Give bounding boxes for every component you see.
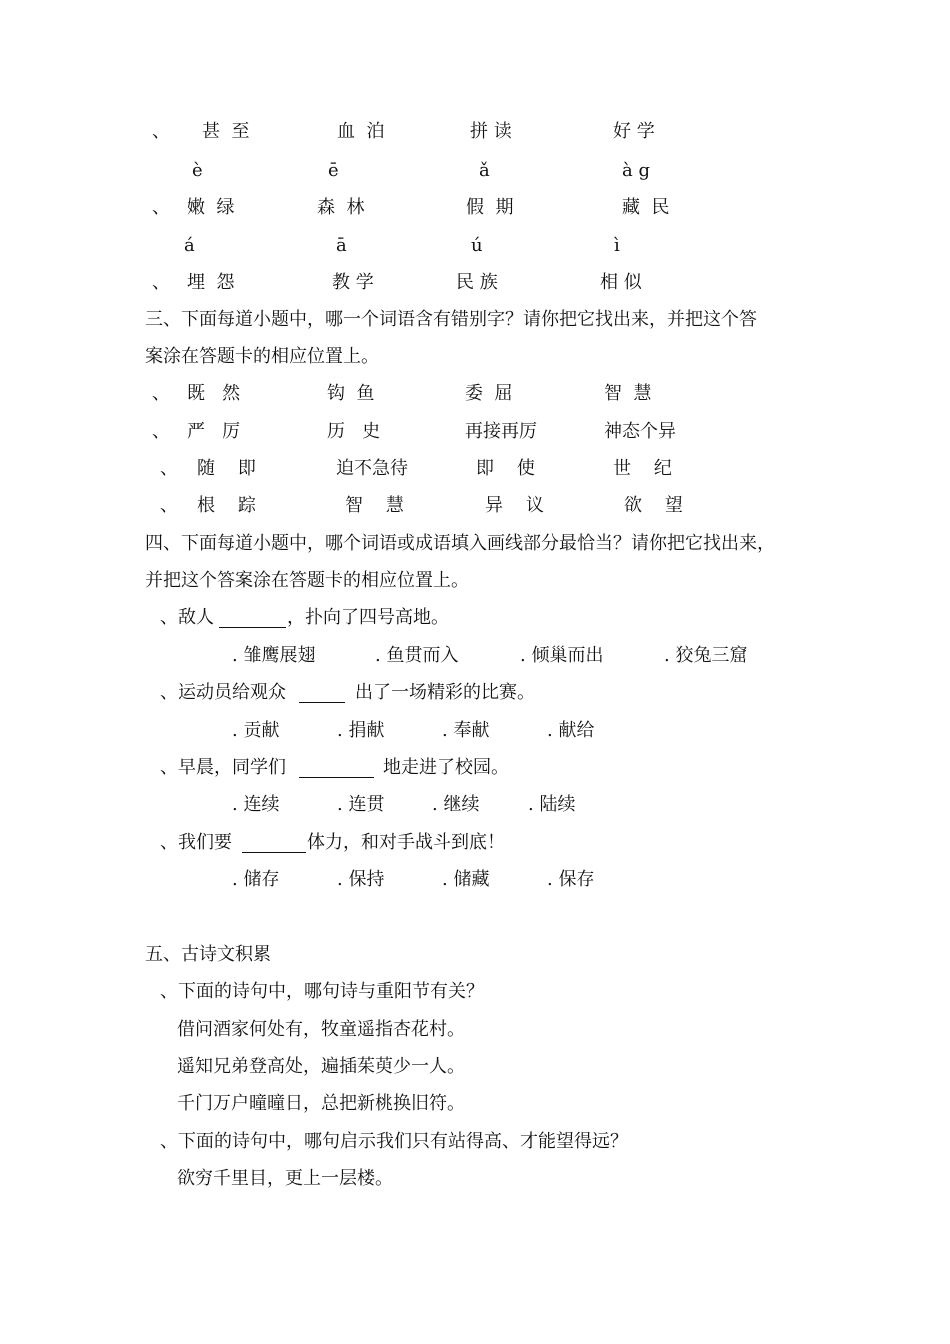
word: 拼 读 bbox=[470, 121, 512, 142]
word: 历 史 bbox=[327, 421, 381, 442]
word: 教 学 bbox=[332, 272, 374, 293]
option: . 奉献 bbox=[442, 720, 490, 741]
word: 血 泊 bbox=[337, 121, 385, 142]
section-heading: 三、下面每道小题中，哪一个词语含有错别字？请你把它找出来，并把这个答 bbox=[145, 309, 757, 330]
pinyin: ā bbox=[336, 235, 347, 256]
row-mark: 、 bbox=[160, 495, 178, 516]
word: 嫩 绿 bbox=[187, 197, 235, 218]
option: . 捐献 bbox=[337, 720, 385, 741]
option: . 陆续 bbox=[528, 794, 576, 815]
answer-blank bbox=[299, 702, 345, 703]
pinyin: è bbox=[192, 160, 203, 181]
word: 委 屈 bbox=[465, 383, 513, 404]
pinyin: ú bbox=[471, 235, 483, 256]
word: 埋 怨 bbox=[187, 272, 235, 293]
question-text: 、下面的诗句中，哪句诗与重阳节有关？ bbox=[160, 981, 484, 1002]
row-mark: 、 bbox=[160, 458, 178, 479]
word: 森 林 bbox=[317, 197, 365, 218]
option: . 贡献 bbox=[232, 720, 280, 741]
pinyin: ǎ bbox=[479, 160, 490, 181]
word: 严 厉 bbox=[187, 421, 241, 442]
option: . 保存 bbox=[547, 869, 595, 890]
section-heading-cont: 案涂在答题卡的相应位置上。 bbox=[145, 346, 379, 367]
section-heading: 五、古诗文积累 bbox=[145, 944, 271, 965]
option: . 鱼贯而入 bbox=[375, 645, 459, 666]
option: . 狡兔三窟 bbox=[664, 645, 748, 666]
word: 欲 望 bbox=[624, 495, 683, 516]
row-mark: 、 bbox=[152, 197, 170, 218]
question-text: 体力，和对手战斗到底！ bbox=[307, 832, 505, 853]
poem-option: 借问酒家何处有，牧童遥指杏花村。 bbox=[177, 1019, 465, 1040]
word: 既 然 bbox=[187, 383, 241, 404]
word: 迫不急待 bbox=[336, 458, 408, 479]
question-text: ，扑向了四号高地。 bbox=[287, 607, 449, 628]
word: 神态个异 bbox=[604, 421, 676, 442]
option: . 雏鹰展翅 bbox=[232, 645, 316, 666]
section-heading-cont: 并把这个答案涂在答题卡的相应位置上。 bbox=[145, 570, 469, 591]
question-text: 、我们要 bbox=[160, 832, 232, 853]
option: . 倾巢而出 bbox=[520, 645, 604, 666]
option: . 储存 bbox=[232, 869, 280, 890]
word: 再接再厉 bbox=[465, 421, 537, 442]
row-mark: 、 bbox=[152, 383, 170, 404]
option: . 连续 bbox=[232, 794, 280, 815]
option: . 献给 bbox=[547, 720, 595, 741]
question-text: 、下面的诗句中，哪句启示我们只有站得高、才能望得远？ bbox=[160, 1131, 628, 1152]
word: 随 即 bbox=[197, 458, 256, 479]
pinyin: ì bbox=[614, 235, 620, 256]
poem-option: 遥知兄弟登高处，遍插茱萸少一人。 bbox=[177, 1056, 465, 1077]
word: 相 似 bbox=[600, 272, 642, 293]
answer-blank bbox=[219, 627, 286, 628]
word: 异 议 bbox=[485, 495, 544, 516]
word: 钩 鱼 bbox=[327, 383, 375, 404]
section-heading: 四、下面每道小题中，哪个词语或成语填入画线部分最恰当？请你把它找出来， bbox=[145, 533, 775, 554]
question-text: 地走进了校园。 bbox=[383, 757, 509, 778]
option: . 保持 bbox=[337, 869, 385, 890]
pinyin: à g bbox=[622, 160, 650, 181]
word: 藏 民 bbox=[622, 197, 670, 218]
word: 甚 至 bbox=[202, 121, 250, 142]
word: 好 学 bbox=[613, 121, 655, 142]
row-mark: 、 bbox=[152, 272, 170, 293]
row-mark: 、 bbox=[152, 421, 170, 442]
poem-option: 欲穷千里目，更上一层楼。 bbox=[177, 1168, 393, 1189]
poem-option: 千门万户曈曈日，总把新桃换旧符。 bbox=[177, 1093, 465, 1114]
word: 智 慧 bbox=[345, 495, 404, 516]
pinyin: á bbox=[184, 235, 195, 256]
word: 世 纪 bbox=[613, 458, 672, 479]
question-text: 出了一场精彩的比赛。 bbox=[355, 682, 535, 703]
answer-blank bbox=[299, 777, 374, 778]
row-mark: 、 bbox=[152, 121, 170, 142]
option: . 储藏 bbox=[442, 869, 490, 890]
question-text: 、运动员给观众 bbox=[160, 682, 286, 703]
word: 民 族 bbox=[456, 272, 498, 293]
word: 根 踪 bbox=[197, 495, 256, 516]
word: 即 使 bbox=[476, 458, 535, 479]
word: 智 慧 bbox=[604, 383, 652, 404]
word: 假 期 bbox=[466, 197, 514, 218]
option: . 连贯 bbox=[337, 794, 385, 815]
answer-blank bbox=[242, 852, 306, 853]
question-text: 、早晨，同学们 bbox=[160, 757, 286, 778]
question-text: 、敌人 bbox=[160, 607, 214, 628]
option: . 继续 bbox=[432, 794, 480, 815]
pinyin: ē bbox=[328, 160, 339, 181]
